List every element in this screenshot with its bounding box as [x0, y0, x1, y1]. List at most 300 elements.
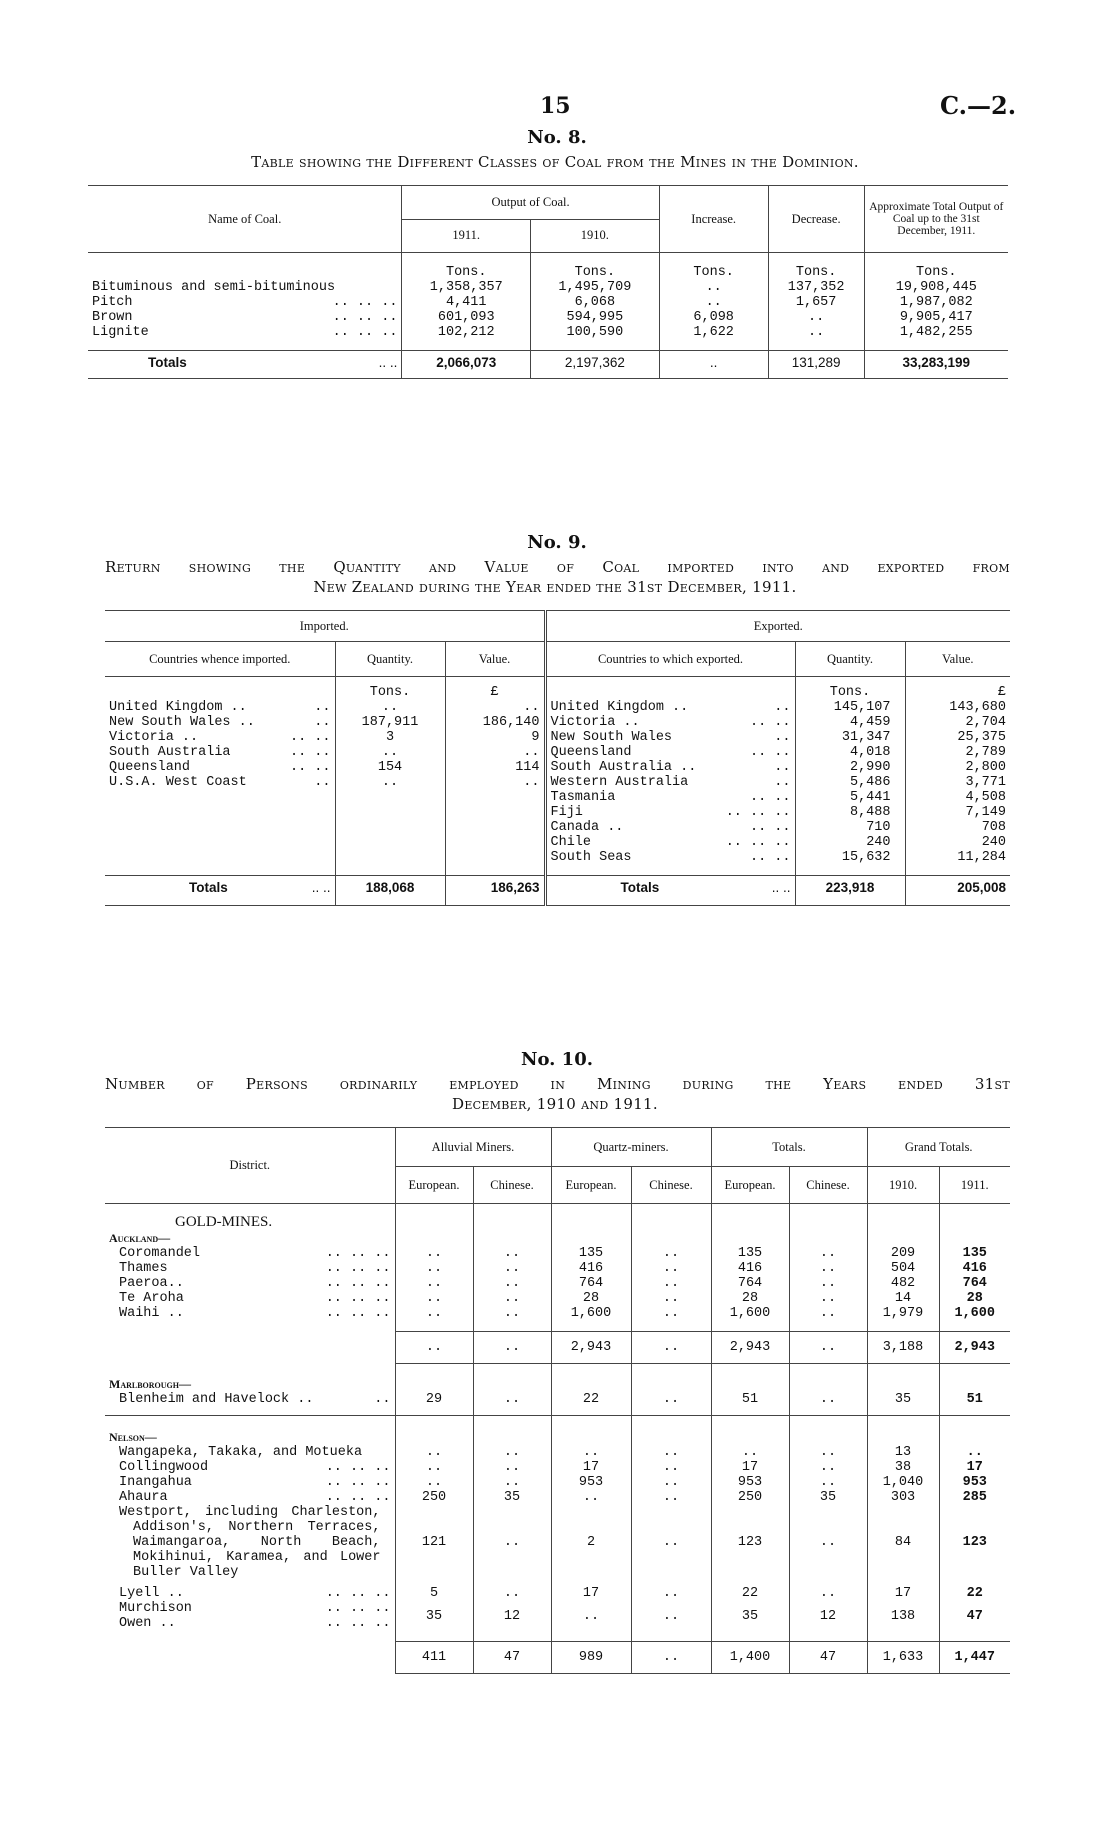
- export-quantity: 15,632: [795, 850, 905, 865]
- row-name: Lignite .. .. ..: [92, 325, 398, 340]
- table-row: [88, 325, 1008, 340]
- grand-total-1911: 51: [939, 1392, 1010, 1416]
- import-quantity: ..: [335, 745, 445, 760]
- quartz-chinese: ..: [631, 1460, 711, 1475]
- mining-employment-table: [105, 1127, 1010, 1674]
- row-name: Wangapeka, Takaka, and Motueka: [119, 1445, 363, 1460]
- import-totals-label: Totals .. ..: [105, 876, 335, 906]
- import-quantity: 3: [335, 730, 445, 745]
- import-country: United Kingdom .. ..: [109, 700, 331, 715]
- col-output-of-coal: Output of Coal.: [402, 186, 659, 220]
- value-approx-total: 1,987,082: [864, 295, 1008, 310]
- alluvial-european: ..: [395, 1331, 473, 1363]
- export-value: 25,375: [905, 730, 1010, 745]
- unit-tons: Tons.: [864, 265, 1008, 280]
- table10-caption-line1: Number of Persons ordinarily employed in Mining during the Years ended 31st: [105, 1075, 1010, 1093]
- quartz-chinese: ..: [631, 1306, 711, 1321]
- export-quantity: 31,347: [795, 730, 905, 745]
- nelson-subtotal-ac: 47: [473, 1641, 551, 1673]
- quartz-chinese: ..: [631, 1392, 711, 1416]
- total-decrease: 131,289: [768, 351, 864, 379]
- alluvial-chinese: ..: [473, 1291, 551, 1306]
- quartz-chinese: ..: [631, 1445, 711, 1460]
- totals-european: 416: [711, 1261, 789, 1276]
- export-quantity: 710: [795, 820, 905, 835]
- totals-chinese: ..: [789, 1261, 867, 1276]
- export-quantity: 4,459: [795, 715, 905, 730]
- value-approx-total: 9,905,417: [864, 310, 1008, 325]
- table-row: [105, 1306, 1010, 1321]
- col-grand-totals: Grand Totals.: [867, 1128, 1010, 1167]
- exported-header: Exported.: [545, 611, 1010, 642]
- quartz-european: ..: [551, 1445, 631, 1460]
- alluvial-european: 121: [395, 1505, 473, 1580]
- subtotal-row: [105, 1331, 1010, 1363]
- totals-european: 953: [711, 1475, 789, 1490]
- quartz-chinese: ..: [631, 1261, 711, 1276]
- col-grand-1911: 1911.: [939, 1167, 1010, 1204]
- grand-total-1911: 17: [939, 1460, 1010, 1475]
- totals-chinese: 12: [789, 1601, 867, 1631]
- alluvial-chinese: ..: [473, 1580, 551, 1601]
- grand-total-1911: 123: [939, 1505, 1010, 1580]
- alluvial-european: ..: [395, 1246, 473, 1261]
- quartz-european: 17: [551, 1460, 631, 1475]
- table-row: [105, 835, 1010, 850]
- nelson-subtotal-tc: 47: [789, 1641, 867, 1673]
- export-country: Victoria .. .. ..: [545, 715, 795, 730]
- table-row: [105, 805, 1010, 820]
- export-value: 2,789: [905, 745, 1010, 760]
- quartz-european: 22: [551, 1392, 631, 1416]
- quartz-chinese: ..: [631, 1246, 711, 1261]
- alluvial-chinese: ..: [473, 1445, 551, 1460]
- col-chinese: Chinese.: [473, 1167, 551, 1204]
- col-countries-exported: Countries to which exported.: [545, 642, 795, 677]
- unit-tons: Tons.: [335, 685, 445, 700]
- quartz-european: 953: [551, 1475, 631, 1490]
- totals-european: 2,943: [711, 1331, 789, 1363]
- totals-european: 1,600: [711, 1306, 789, 1321]
- nelson-subtotal-qc: ..: [631, 1641, 711, 1673]
- import-total-quantity: 188,068: [335, 876, 445, 906]
- table-row: [105, 1445, 1010, 1460]
- export-country: Fiji .. .. ..: [545, 805, 795, 820]
- totals-european: 135: [711, 1246, 789, 1261]
- totals-european: 764: [711, 1276, 789, 1291]
- district-nelson: Nelson—: [109, 1430, 157, 1444]
- export-country: New South Wales ..: [545, 730, 795, 745]
- unit-pound: £: [905, 685, 1010, 700]
- export-country: Tasmania .. ..: [545, 790, 795, 805]
- nelson-subtotal-g1910: 1,633: [867, 1641, 939, 1673]
- value-1910: 1,495,709: [531, 280, 660, 295]
- alluvial-european: ..: [395, 1291, 473, 1306]
- value-1910: 594,995: [531, 310, 660, 325]
- district-marlborough: Marlborough—: [109, 1377, 191, 1391]
- table-row: [105, 700, 1010, 715]
- totals-european: 123: [711, 1505, 789, 1580]
- value-1911: 601,093: [402, 310, 531, 325]
- import-country: U.S.A. West Coast ..: [109, 775, 331, 790]
- export-total-quantity: 223,918: [795, 876, 905, 906]
- unit-tons: Tons.: [659, 265, 768, 280]
- table8-number: No. 8.: [527, 127, 587, 148]
- export-country: Canada .. .. ..: [545, 820, 795, 835]
- totals-european: 28: [711, 1291, 789, 1306]
- col-countries-imported: Countries whence imported.: [105, 642, 335, 677]
- totals-chinese: ..: [789, 1392, 867, 1416]
- export-total-value: 205,008: [905, 876, 1010, 906]
- nelson-subtotal-qe: 989: [551, 1641, 631, 1673]
- westport-line: Buller Valley: [133, 1565, 239, 1580]
- table-row: [105, 1460, 1010, 1475]
- quartz-chinese: ..: [631, 1601, 711, 1631]
- quartz-chinese: ..: [631, 1276, 711, 1291]
- grand-total-1911: 1,600: [939, 1306, 1010, 1321]
- totals-european: 22: [711, 1580, 789, 1601]
- import-total-value: 186,263: [445, 876, 545, 906]
- import-value: ..: [445, 700, 545, 715]
- export-value: 2,704: [905, 715, 1010, 730]
- section-gold-mines: GOLD-MINES.: [175, 1214, 273, 1230]
- grand-total-1911: 764: [939, 1276, 1010, 1291]
- export-value: 11,284: [905, 850, 1010, 865]
- alluvial-chinese: ..: [473, 1246, 551, 1261]
- alluvial-chinese: ..: [473, 1331, 551, 1363]
- value-1910: 6,068: [531, 295, 660, 310]
- row-name: Paeroa.. .. .. ..: [119, 1276, 391, 1291]
- col-export-value: Value.: [905, 642, 1010, 677]
- table-row: [105, 730, 1010, 745]
- import-value: 9: [445, 730, 545, 745]
- nelson-subtotal-te: 1,400: [711, 1641, 789, 1673]
- export-quantity: 5,441: [795, 790, 905, 805]
- col-european: European.: [395, 1167, 473, 1204]
- quartz-chinese: ..: [631, 1580, 711, 1601]
- alluvial-chinese: ..: [473, 1306, 551, 1321]
- total-approx: 33,283,199: [864, 351, 1008, 379]
- grand-total-1910: 504: [867, 1261, 939, 1276]
- grand-total-1911: 953: [939, 1475, 1010, 1490]
- totals-european: 51: [711, 1392, 789, 1416]
- col-1910: 1910.: [531, 219, 660, 253]
- alluvial-chinese: ..: [473, 1475, 551, 1490]
- grand-total-1911: 28: [939, 1291, 1010, 1306]
- table-row: [105, 1392, 1010, 1416]
- value-decrease: 1,657: [768, 295, 864, 310]
- quartz-chinese: ..: [631, 1505, 711, 1580]
- total-1911: 2,066,073: [402, 351, 531, 379]
- export-quantity: 145,107: [795, 700, 905, 715]
- col-european: European.: [711, 1167, 789, 1204]
- quartz-european: 1,600: [551, 1306, 631, 1321]
- grand-total-1911: 47: [939, 1601, 1010, 1631]
- grand-total-1911: 285: [939, 1490, 1010, 1505]
- value-1911: 1,358,357: [402, 280, 531, 295]
- export-quantity: 5,486: [795, 775, 905, 790]
- alluvial-european: ..: [395, 1460, 473, 1475]
- coal-import-export-table: [105, 610, 1010, 906]
- import-quantity: ..: [335, 775, 445, 790]
- export-value: 2,800: [905, 760, 1010, 775]
- grand-total-1910: 3,188: [867, 1331, 939, 1363]
- export-value: 4,508: [905, 790, 1010, 805]
- grand-total-1910: 84: [867, 1505, 939, 1580]
- alluvial-european: ..: [395, 1261, 473, 1276]
- col-increase: Increase.: [659, 186, 768, 253]
- quartz-european: 17: [551, 1580, 631, 1601]
- alluvial-european: 250: [395, 1490, 473, 1505]
- col-import-quantity: Quantity.: [335, 642, 445, 677]
- grand-total-1910: 35: [867, 1392, 939, 1416]
- quartz-european: 764: [551, 1276, 631, 1291]
- col-1911: 1911.: [402, 219, 531, 253]
- totals-european: 17: [711, 1460, 789, 1475]
- col-district: District.: [105, 1128, 395, 1204]
- row-name: Lyell .. .. .. ..: [119, 1586, 391, 1601]
- row-name: Collingwood .. .. ..: [119, 1460, 391, 1475]
- export-totals-label: Totals .. ..: [545, 876, 795, 906]
- table9-number: No. 9.: [527, 532, 587, 553]
- row-name-westport: [105, 1505, 395, 1580]
- grand-total-1911: 416: [939, 1261, 1010, 1276]
- table-row: [105, 1291, 1010, 1306]
- value-increase: ..: [659, 295, 768, 310]
- grand-total-1910: 1,040: [867, 1475, 939, 1490]
- totals-chinese: ..: [789, 1505, 867, 1580]
- row-name: Te Aroha .. .. ..: [119, 1291, 391, 1306]
- table-row: [105, 1580, 1010, 1601]
- quartz-european: 416: [551, 1261, 631, 1276]
- export-country: United Kingdom .. ..: [545, 700, 795, 715]
- value-increase: ..: [659, 280, 768, 295]
- table-row: [105, 775, 1010, 790]
- export-country: Chile .. .. ..: [545, 835, 795, 850]
- import-value: ..: [445, 745, 545, 760]
- quartz-european: 2: [551, 1505, 631, 1580]
- nelson-subtotal-ae: 411: [395, 1641, 473, 1673]
- grand-total-1910: 482: [867, 1276, 939, 1291]
- quartz-chinese: ..: [631, 1475, 711, 1490]
- import-value: 186,140: [445, 715, 545, 730]
- alluvial-chinese: 12: [473, 1601, 551, 1631]
- export-value: 7,149: [905, 805, 1010, 820]
- col-approx-total: Approximate Total Output of Coal up to the 31st December, 1911.: [864, 186, 1008, 253]
- unit-tons: Tons.: [402, 265, 531, 280]
- table-row: [105, 1261, 1010, 1276]
- import-country: Victoria .. .. ..: [109, 730, 331, 745]
- grand-total-1910: 14: [867, 1291, 939, 1306]
- alluvial-chinese: 35: [473, 1490, 551, 1505]
- table-row: [105, 820, 1010, 835]
- row-name: Coromandel .. .. ..: [119, 1246, 391, 1261]
- import-country: South Australia .. ..: [109, 745, 331, 760]
- grand-total-1910: 1,979: [867, 1306, 939, 1321]
- export-country: Queensland .. ..: [545, 745, 795, 760]
- value-1911: 102,212: [402, 325, 531, 340]
- import-country: New South Wales .. ..: [109, 715, 331, 730]
- westport-line: Waimangaroa, North Beach,: [133, 1535, 381, 1550]
- row-name: Brown .. .. ..: [92, 310, 398, 325]
- unit-tons: Tons.: [795, 685, 905, 700]
- export-value: 143,680: [905, 700, 1010, 715]
- imported-header: Imported.: [105, 611, 545, 642]
- grand-total-1911: 135: [939, 1246, 1010, 1261]
- export-value: 240: [905, 835, 1010, 850]
- row-name: Pitch .. .. ..: [92, 295, 398, 310]
- totals-row-label: Totals .. ..: [88, 351, 402, 379]
- import-quantity: 154: [335, 760, 445, 775]
- grand-total-1911: 2,943: [939, 1331, 1010, 1363]
- grand-total-1910: 138: [867, 1601, 939, 1631]
- table-row: [105, 1490, 1010, 1505]
- alluvial-european: ..: [395, 1276, 473, 1291]
- quartz-european: ..: [551, 1601, 631, 1631]
- quartz-european: 2,943: [551, 1331, 631, 1363]
- quartz-chinese: ..: [631, 1331, 711, 1363]
- import-value: ..: [445, 775, 545, 790]
- page-number: 15: [540, 93, 571, 119]
- table-row: [105, 760, 1010, 775]
- grand-total-1910: 13: [867, 1445, 939, 1460]
- grand-total-1911: ..: [939, 1445, 1010, 1460]
- alluvial-european: ..: [395, 1475, 473, 1490]
- row-name: Waihi .. .. .. ..: [119, 1306, 391, 1321]
- export-quantity: 4,018: [795, 745, 905, 760]
- table-row: [105, 1601, 1010, 1616]
- grand-total-1910: 38: [867, 1460, 939, 1475]
- table-row: [105, 1475, 1010, 1490]
- col-quartz-miners: Quartz-miners.: [551, 1128, 711, 1167]
- value-increase: 6,098: [659, 310, 768, 325]
- quartz-european: 28: [551, 1291, 631, 1306]
- table-row: [105, 1505, 1010, 1580]
- alluvial-chinese: ..: [473, 1392, 551, 1416]
- value-decrease: ..: [768, 310, 864, 325]
- subtotal-row: [105, 1641, 1010, 1673]
- export-value: 708: [905, 820, 1010, 835]
- value-1910: 100,590: [531, 325, 660, 340]
- total-increase: ..: [659, 351, 768, 379]
- totals-chinese: ..: [789, 1331, 867, 1363]
- alluvial-european: 35: [395, 1601, 473, 1631]
- alluvial-chinese: ..: [473, 1505, 551, 1580]
- value-approx-total: 19,908,445: [864, 280, 1008, 295]
- totals-chinese: ..: [789, 1460, 867, 1475]
- export-country: South Australia .. ..: [545, 760, 795, 775]
- table-row: [105, 850, 1010, 865]
- totals-chinese: ..: [789, 1475, 867, 1490]
- alluvial-european: ..: [395, 1306, 473, 1321]
- table-row: [105, 1276, 1010, 1291]
- alluvial-european: 5: [395, 1580, 473, 1601]
- value-decrease: 137,352: [768, 280, 864, 295]
- grand-total-1910: 209: [867, 1246, 939, 1261]
- alluvial-chinese: ..: [473, 1276, 551, 1291]
- total-1910: 2,197,362: [531, 351, 660, 379]
- totals-european: 35: [711, 1601, 789, 1631]
- nelson-subtotal-g1911: 1,447: [939, 1641, 1010, 1673]
- alluvial-chinese: ..: [473, 1460, 551, 1475]
- grand-total-1910: 17: [867, 1580, 939, 1601]
- alluvial-european: 29: [395, 1392, 473, 1416]
- row-name: Blenheim and Havelock .. ..: [105, 1392, 395, 1416]
- document-reference: C.—2.: [940, 91, 1017, 120]
- table10-caption-line2: December, 1910 and 1911.: [452, 1095, 658, 1113]
- col-chinese: Chinese.: [631, 1167, 711, 1204]
- table-row: [88, 310, 1008, 325]
- totals-chinese: ..: [789, 1580, 867, 1601]
- row-name: Inangahua .. .. ..: [119, 1475, 391, 1490]
- alluvial-chinese: ..: [473, 1261, 551, 1276]
- table9-caption-line2: New Zealand during the Year ended the 31st December, 1911.: [313, 578, 797, 596]
- table8-caption: Table showing the Different Classes of Coal from the Mines in the Dominion.: [251, 153, 859, 171]
- col-decrease: Decrease.: [768, 186, 864, 253]
- coal-classes-table: [88, 185, 1008, 379]
- westport-line: Westport, including Charleston,: [119, 1505, 381, 1520]
- table-row: [105, 745, 1010, 760]
- value-decrease: ..: [768, 325, 864, 340]
- import-value: 114: [445, 760, 545, 775]
- col-grand-1910: 1910.: [867, 1167, 939, 1204]
- westport-line: Mokihinui, Karamea, and Lower: [133, 1550, 381, 1565]
- import-quantity: 187,911: [335, 715, 445, 730]
- export-quantity: 8,488: [795, 805, 905, 820]
- export-value: 3,771: [905, 775, 1010, 790]
- row-name: Murchison .. .. ..: [119, 1601, 391, 1616]
- unit-tons: Tons.: [768, 265, 864, 280]
- quartz-chinese: ..: [631, 1291, 711, 1306]
- col-chinese: Chinese.: [789, 1167, 867, 1204]
- row-name: Thames .. .. ..: [119, 1261, 391, 1276]
- col-name-of-coal: Name of Coal.: [88, 186, 402, 253]
- totals-chinese: ..: [789, 1445, 867, 1460]
- value-approx-total: 1,482,255: [864, 325, 1008, 340]
- row-name: Owen .. .. .. ..: [119, 1616, 391, 1631]
- totals-chinese: ..: [789, 1276, 867, 1291]
- quartz-chinese: ..: [631, 1490, 711, 1505]
- totals-chinese: ..: [789, 1291, 867, 1306]
- totals-chinese: 35: [789, 1490, 867, 1505]
- value-increase: 1,622: [659, 325, 768, 340]
- col-european: European.: [551, 1167, 631, 1204]
- import-quantity: ..: [335, 700, 445, 715]
- totals-european: ..: [711, 1445, 789, 1460]
- export-quantity: 2,990: [795, 760, 905, 775]
- unit-tons: Tons.: [531, 265, 660, 280]
- table-row: [88, 295, 1008, 310]
- westport-line: Addison's, Northern Terraces,: [133, 1520, 381, 1535]
- quartz-european: ..: [551, 1490, 631, 1505]
- row-name: Bituminous and semi-bituminous: [92, 280, 336, 295]
- table-row: [105, 1246, 1010, 1261]
- quartz-european: 135: [551, 1246, 631, 1261]
- totals-european: 250: [711, 1490, 789, 1505]
- grand-total-1911: 22: [939, 1580, 1010, 1601]
- table-row: [88, 280, 1008, 295]
- table-row: [105, 715, 1010, 730]
- export-quantity: 240: [795, 835, 905, 850]
- col-alluvial-miners: Alluvial Miners.: [395, 1128, 551, 1167]
- value-1911: 4,411: [402, 295, 531, 310]
- alluvial-european: ..: [395, 1445, 473, 1460]
- totals-chinese: ..: [789, 1306, 867, 1321]
- col-export-quantity: Quantity.: [795, 642, 905, 677]
- row-name: Ahaura .. .. ..: [119, 1490, 391, 1505]
- grand-total-1910: 303: [867, 1490, 939, 1505]
- table-row: [105, 790, 1010, 805]
